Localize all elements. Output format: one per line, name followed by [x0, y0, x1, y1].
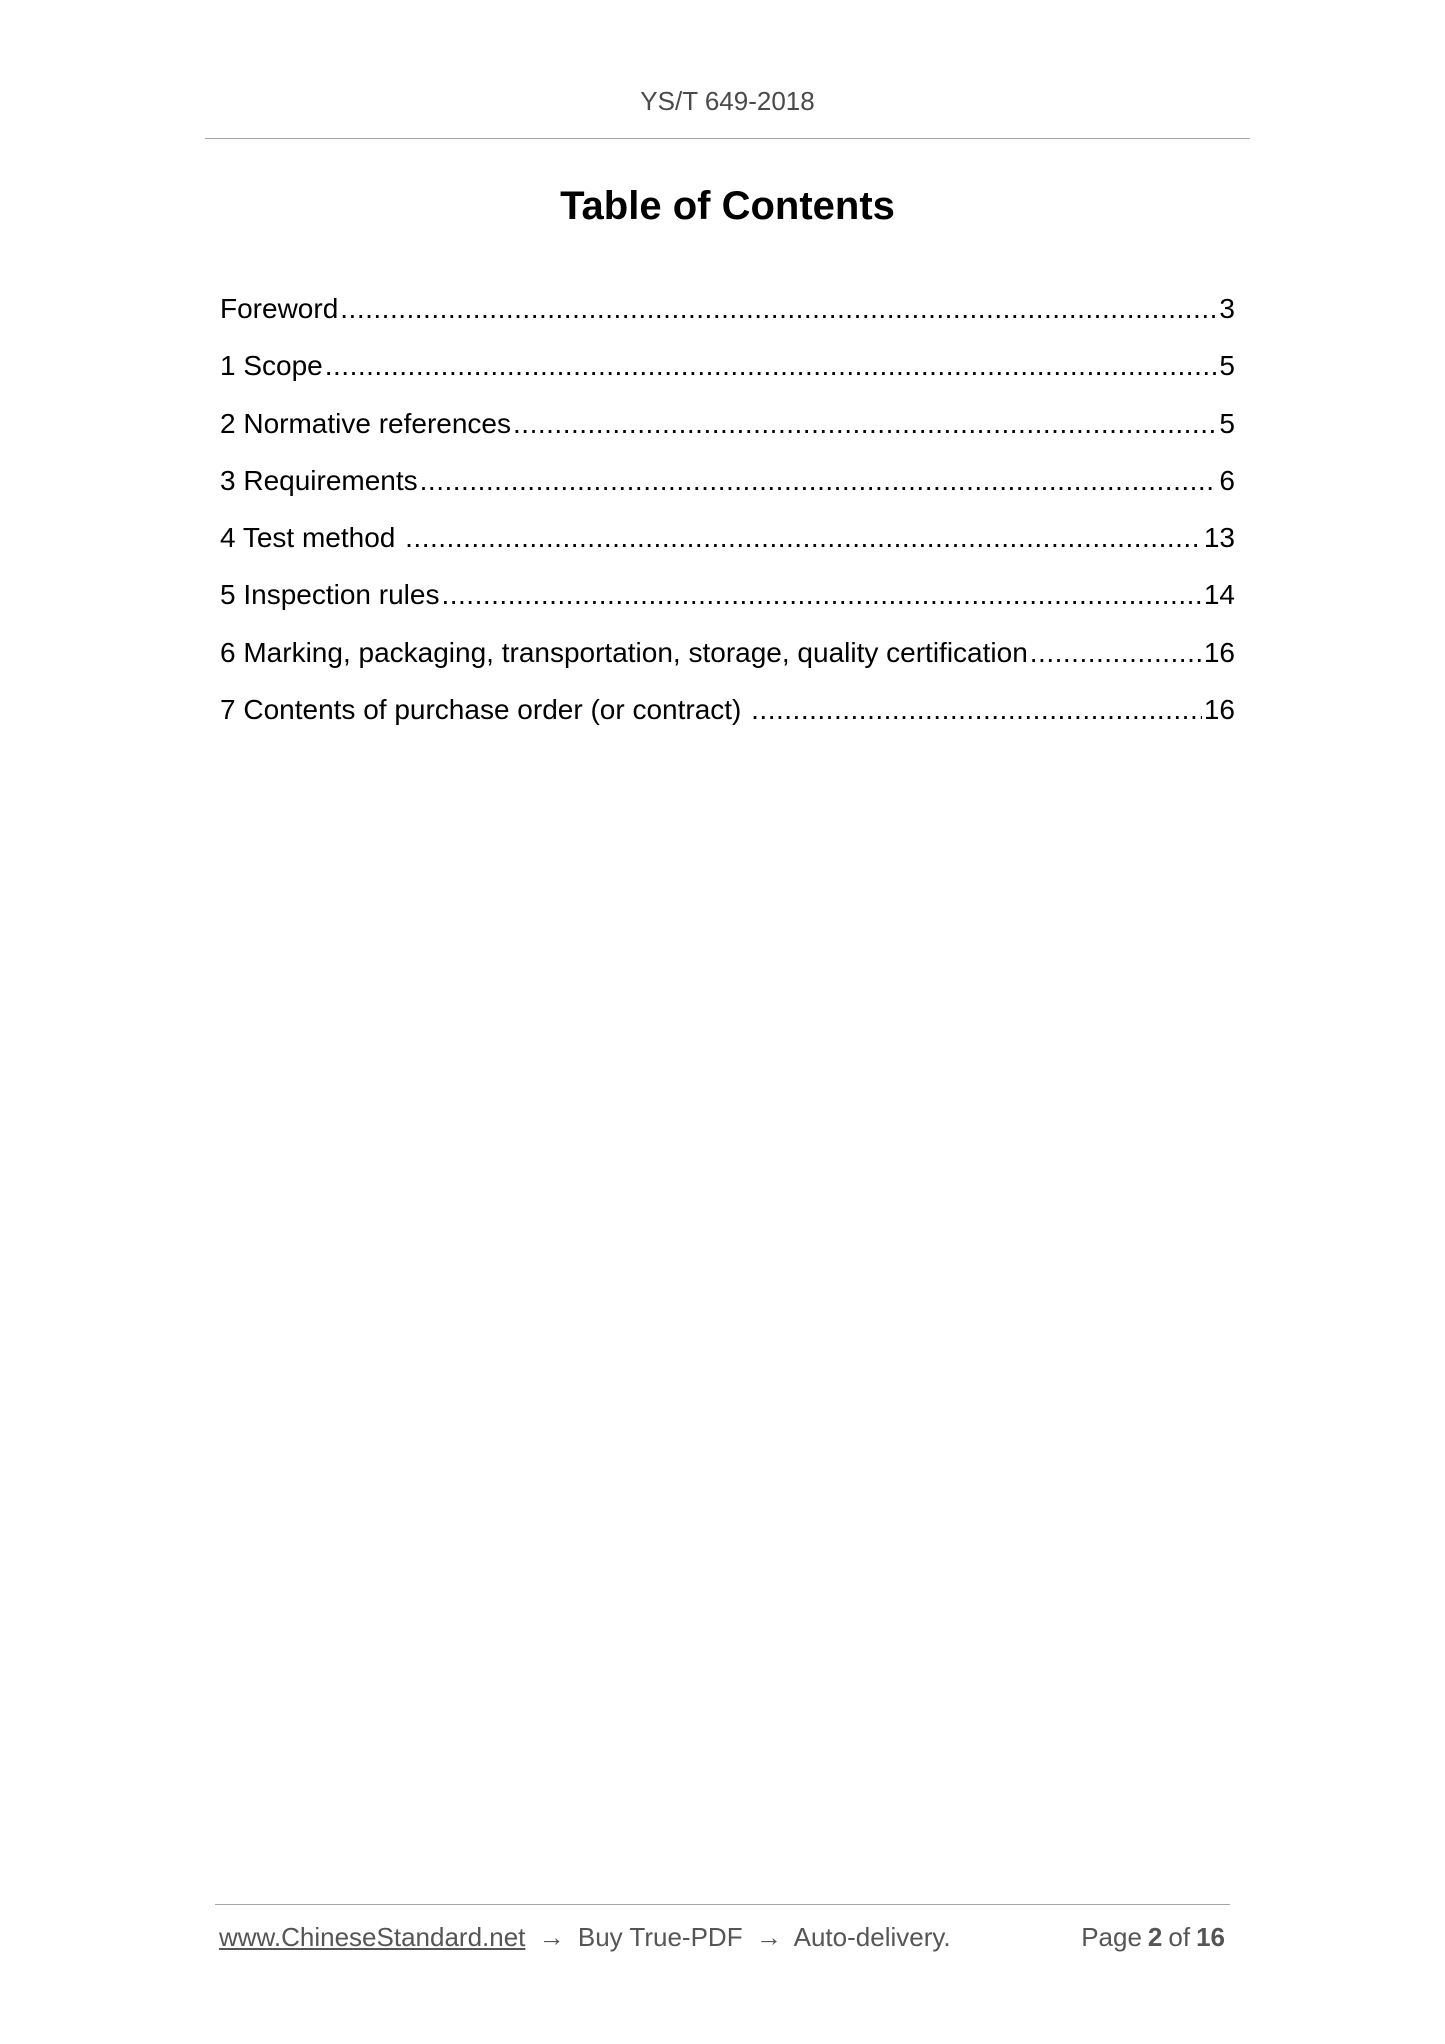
- page-word: Page: [1081, 1922, 1142, 1952]
- of-word: of: [1168, 1922, 1191, 1952]
- toc-entry-label: 6 Marking, packaging, transportation, storage, quality certification: [220, 636, 1028, 668]
- toc-entry-label: 7 Contents of purchase order (or contract): [220, 694, 750, 726]
- toc-title: Table of Contents: [560, 184, 895, 228]
- toc-entry-page: 14: [1203, 579, 1235, 611]
- toc-entry-page: 16: [1203, 636, 1235, 668]
- buy-pdf-text: Buy True-PDF: [577, 1922, 743, 1952]
- toc-entry-label: 3 Requirements: [220, 464, 418, 496]
- current-page-number: 2: [1147, 1922, 1163, 1952]
- footer-divider: [215, 1904, 1230, 1905]
- toc-entry-page: 5: [1219, 350, 1235, 382]
- toc-dot-leader: [405, 522, 1202, 554]
- toc-entry-foreword[interactable]: [220, 293, 1235, 350]
- toc-entry-label: 4 Test method: [220, 522, 404, 554]
- toc-entry-page: 13: [1203, 522, 1235, 554]
- toc-dot-leader: [1030, 637, 1202, 669]
- toc-dot-leader: [513, 408, 1217, 440]
- toc-entry-page: 16: [1203, 694, 1235, 726]
- toc-list: [220, 293, 1235, 751]
- toc-entry-label: 1 Scope: [220, 350, 323, 382]
- toc-entry-requirements[interactable]: [220, 465, 1235, 522]
- toc-entry-page: 5: [1219, 407, 1235, 439]
- toc-entry-normative-references[interactable]: [220, 408, 1235, 465]
- toc-dot-leader: [420, 465, 1218, 497]
- toc-entry-label: 5 Inspection rules: [220, 579, 440, 611]
- arrow-right-icon: →: [755, 1922, 782, 1952]
- auto-delivery-text: Auto-delivery.: [793, 1922, 951, 1952]
- toc-dot-leader: [340, 293, 1217, 325]
- total-page-number: 16: [1196, 1922, 1225, 1952]
- toc-entry-page: 3: [1219, 293, 1235, 324]
- toc-entry-page: 6: [1219, 464, 1235, 496]
- toc-entry-label: Foreword: [220, 293, 339, 324]
- toc-entry-label: 2 Normative references: [220, 407, 512, 439]
- page-header: YS/T 649-2018: [640, 86, 815, 116]
- toc-entry-test-method[interactable]: [220, 522, 1235, 579]
- toc-dot-leader: [751, 694, 1202, 726]
- page-footer: [219, 1922, 1231, 1953]
- toc-entry-scope[interactable]: [220, 350, 1235, 407]
- toc-entry-purchase-order[interactable]: [220, 694, 1235, 751]
- site-link[interactable]: www.ChineseStandard.net: [219, 1922, 526, 1952]
- header-divider: [205, 138, 1250, 139]
- footer-promo: [219, 1922, 951, 1953]
- page-indicator: [1081, 1922, 1231, 1953]
- toc-dot-leader: [325, 350, 1218, 382]
- toc-entry-marking-packaging[interactable]: [220, 637, 1235, 694]
- toc-entry-inspection-rules[interactable]: [220, 579, 1235, 636]
- arrow-right-icon: →: [538, 1922, 565, 1952]
- toc-dot-leader: [441, 579, 1201, 611]
